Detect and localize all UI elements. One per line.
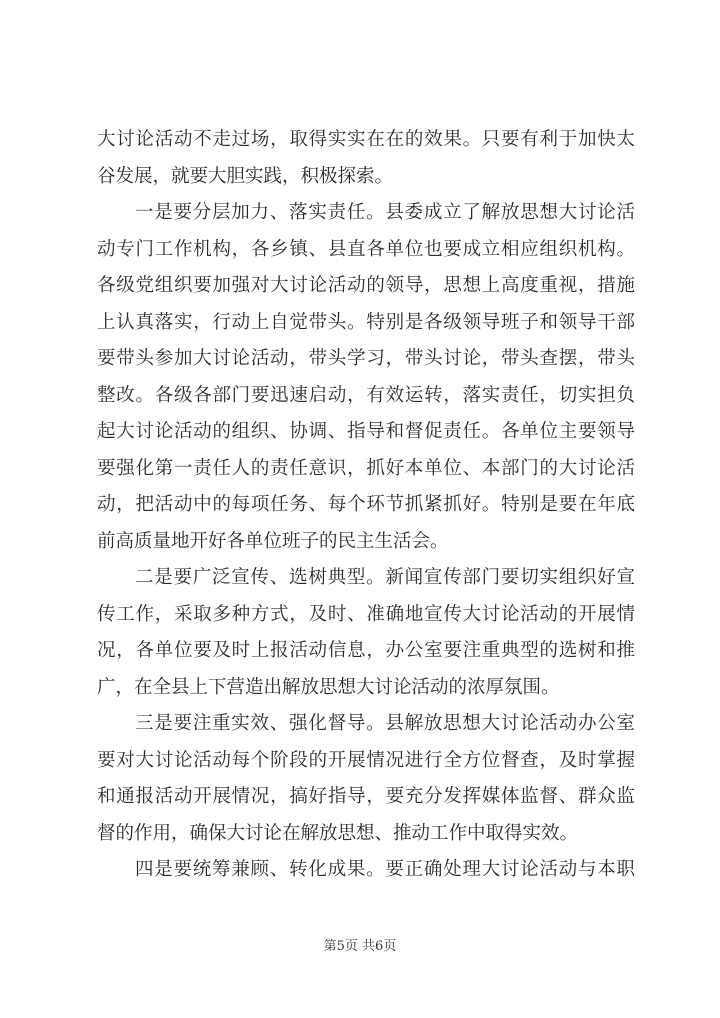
text-line: 四是要统筹兼顾、转化成果。要正确处理大讨论活动与本职 [135, 859, 635, 880]
text-line: 大讨论活动不走过场，取得实实在在的效果。只要有利于加快太 [97, 129, 635, 150]
text-line: 整改。各级各部门要迅速启动，有效运转，落实责任，切实担负 [97, 384, 635, 406]
text-line: 传工作，采取多种方式，及时、准确地宣传大讨论活动的开展情 [97, 603, 635, 625]
text-line: 督的作用，确保大讨论在解放思想、推动工作中取得实效。 [97, 822, 579, 844]
page-footer: 第5页 共6页 [323, 939, 397, 954]
text-line: 前高质量地开好各单位班子的民主生活会。 [97, 530, 449, 552]
text-line: 起大讨论活动的组织、协调、指导和督促责任。各单位主要领导 [97, 421, 635, 442]
text-line: 动专门工作机构，各乡镇、县直各单位也要成立相应组织机构。 [97, 238, 635, 260]
text-line: 上认真落实，行动上自觉带头。特别是各级领导班子和领导干部 [97, 311, 635, 333]
text-line: 要强化第一责任人的责任意识，抓好本单位、本部门的大讨论活 [97, 457, 635, 479]
text-line: 要带头参加大讨论活动，带头学习，带头讨论，带头查摆，带头 [97, 348, 635, 369]
text-line: 谷发展，就要大胆实践，积极探索。 [97, 165, 394, 187]
text-line: 要对大讨论活动每个阶段的开展情况进行全方位督查，及时掌握 [97, 749, 635, 771]
text-line: 一是要分层加力、落实责任。县委成立了解放思想大讨论活 [135, 202, 635, 223]
text-line: 三是要注重实效、强化督导。县解放思想大讨论活动办公室 [135, 713, 635, 734]
text-line: 二是要广泛宣传、选树典型。新闻宣传部门要切实组织好宣 [135, 567, 635, 588]
text-line: 各级党组织要加强对大讨论活动的领导，思想上高度重视，措施 [97, 275, 635, 296]
text-line: 动，把活动中的每项任务、每个环节抓紧抓好。特别是要在年底 [97, 494, 635, 515]
text-line: 和通报活动开展情况，搞好指导，要充分发挥媒体监督、群众监 [97, 786, 635, 807]
text-line: 况，各单位要及时上报活动信息，办公室要注重典型的选树和推 [97, 640, 635, 661]
text-line: 广，在全县上下营造出解放思想大讨论活动的浓厚氛围。 [97, 676, 560, 698]
